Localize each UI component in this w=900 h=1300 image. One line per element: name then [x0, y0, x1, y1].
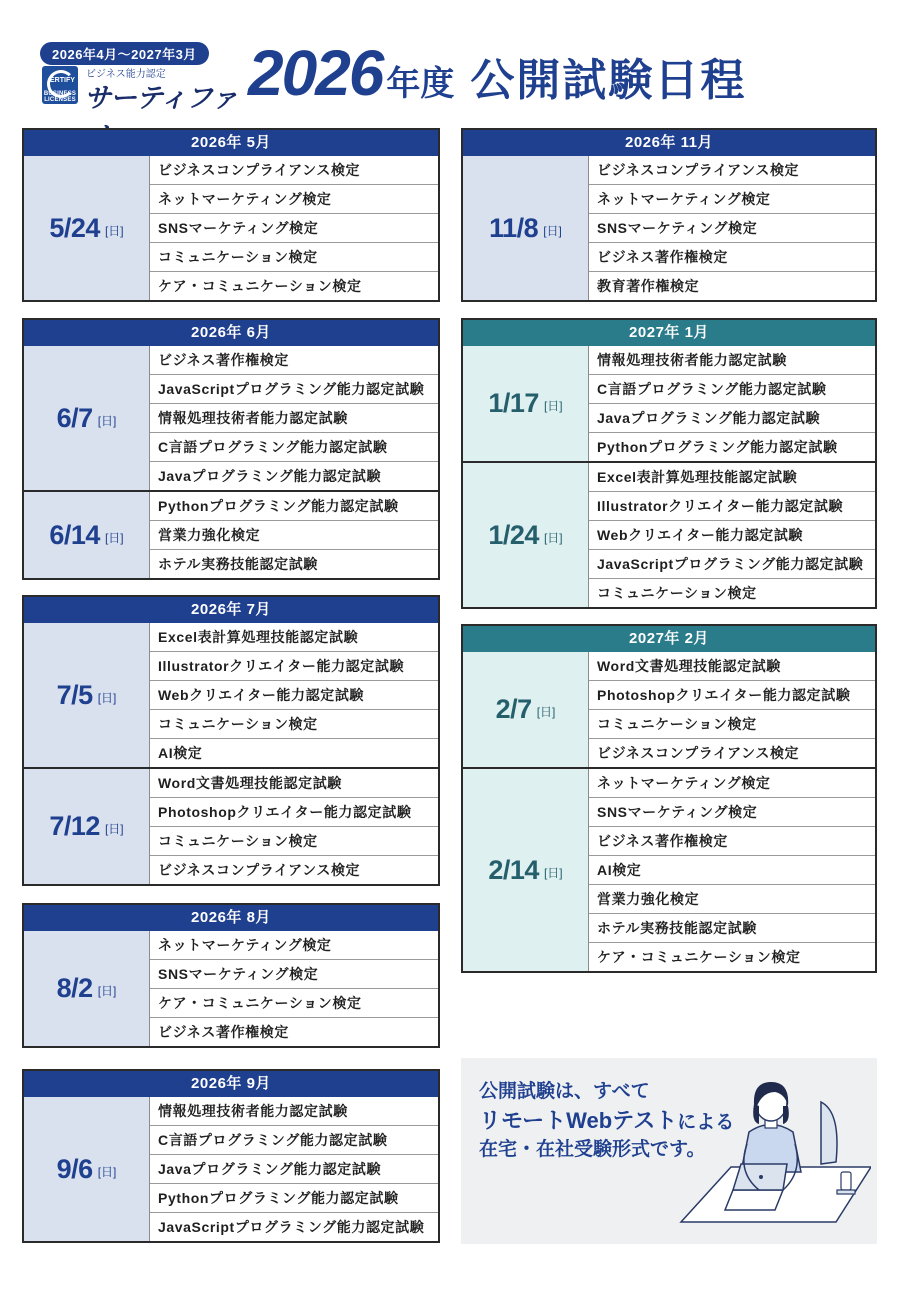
exam-item: ネットマーケティング検定	[589, 184, 875, 213]
exam-item: Photoshopクリエイター能力認定試験	[589, 680, 875, 709]
exam-item: コミュニケーション検定	[150, 242, 438, 271]
exam-item: AI検定	[589, 855, 875, 884]
exam-date-weekday: [日]	[543, 865, 563, 880]
exam-date-group	[24, 1097, 438, 1241]
exam-date	[24, 156, 150, 300]
exam-item: ビジネスコンプライアンス検定	[158, 162, 361, 178]
woman-with-laptop-illustration-icon	[671, 1072, 871, 1242]
month-block-2026-06	[22, 318, 440, 580]
month-block-2026-09	[22, 1069, 440, 1243]
exam-date	[463, 463, 589, 607]
exam-item: コミュニケーション検定	[150, 709, 438, 738]
month-header: 2026年 11月	[463, 130, 875, 156]
exam-list	[589, 463, 875, 607]
exam-item: 情報処理技術者能力認定試験	[597, 352, 787, 368]
exam-date	[463, 652, 589, 767]
exam-date-number: 2/7	[495, 694, 532, 724]
exam-list	[150, 156, 438, 300]
exam-item: ビジネス著作権検定	[589, 826, 875, 855]
exam-date-number: 5/24	[49, 212, 100, 243]
exam-date	[24, 931, 150, 1046]
month-header: 2026年 8月	[24, 905, 438, 931]
exam-date-group	[463, 156, 875, 300]
exam-item: Pythonプログラミング能力認定試験	[158, 498, 399, 514]
exam-date-group	[24, 346, 438, 490]
exam-item: コミュニケーション検定	[589, 578, 875, 607]
exam-list	[589, 769, 875, 971]
exam-item: 教育著作権検定	[589, 271, 875, 300]
exam-item: ビジネス著作権検定	[158, 352, 289, 368]
exam-date-group	[24, 767, 438, 884]
exam-date	[24, 492, 150, 578]
exam-date-group	[463, 652, 875, 767]
exam-date-weekday: [日]	[97, 984, 117, 998]
period-badge: 2026年4月～2027年3月	[40, 42, 209, 65]
exam-date-number: 1/24	[488, 519, 539, 550]
exam-item: 情報処理技術者能力認定試験	[158, 1103, 348, 1119]
exam-item: JavaScriptプログラミング能力認定試験	[589, 549, 875, 578]
exam-date	[463, 156, 589, 300]
exam-date-weekday: [日]	[97, 690, 117, 705]
page-title	[248, 36, 746, 110]
title-year: 2026	[248, 37, 383, 109]
exam-date-number: 11/8	[489, 212, 539, 243]
exam-item: Webクリエイター能力認定試験	[589, 520, 875, 549]
exam-item: C言語プログラミング能力認定試験	[150, 432, 438, 461]
exam-date-group	[24, 490, 438, 578]
exam-item: コミュニケーション検定	[150, 826, 438, 855]
exam-item: 営業力強化検定	[150, 520, 438, 549]
exam-list	[589, 156, 875, 300]
month-block-2027-02	[461, 624, 877, 973]
exam-item: ビジネスコンプライアンス検定	[150, 855, 438, 884]
certify-badge-icon: ERTIFY BUSINESS LICENSES	[42, 66, 78, 104]
exam-list	[150, 769, 438, 884]
remote-test-info-box	[461, 1058, 877, 1244]
exam-item: ビジネス著作権検定	[150, 1017, 438, 1046]
exam-date-number: 9/6	[56, 1153, 93, 1184]
exam-item: C言語プログラミング能力認定試験	[150, 1125, 438, 1154]
exam-item: ケア・コミュニケーション検定	[150, 271, 438, 300]
exam-item: JavaScriptプログラミング能力認定試験	[150, 1212, 438, 1241]
exam-item: ケア・コミュニケーション検定	[589, 942, 875, 971]
exam-date-weekday: [日]	[536, 705, 556, 719]
month-header: 2027年 2月	[463, 626, 875, 652]
exam-date	[463, 769, 589, 971]
exam-item: Javaプログラミング能力認定試験	[150, 1154, 438, 1183]
exam-item: C言語プログラミング能力認定試験	[589, 374, 875, 403]
title-main: 公開試験日程	[470, 56, 747, 105]
exam-item: ビジネスコンプライアンス検定	[589, 738, 875, 767]
month-block-2026-11	[461, 128, 877, 302]
exam-item: 営業力強化検定	[589, 884, 875, 913]
month-header: 2027年 1月	[463, 320, 875, 346]
month-block-2026-05	[22, 128, 440, 302]
certify-logo	[42, 64, 242, 113]
exam-item: ケア・コミュニケーション検定	[150, 988, 438, 1017]
exam-date-weekday: [日]	[97, 413, 117, 428]
exam-date-weekday: [日]	[543, 530, 563, 545]
exam-list	[589, 652, 875, 767]
info-line-1: 公開試験は、すべて	[479, 1081, 650, 1102]
exam-date-group	[24, 931, 438, 1046]
exam-item: コミュニケーション検定	[589, 709, 875, 738]
exam-item: Javaプログラミング能力認定試験	[589, 403, 875, 432]
exam-item: Word文書処理技能認定試験	[597, 658, 781, 674]
exam-date-number: 7/12	[49, 811, 100, 841]
exam-item: ネットマーケティング検定	[150, 184, 438, 213]
exam-date	[24, 346, 150, 490]
exam-date-weekday: [日]	[543, 399, 563, 413]
exam-item: ビジネスコンプライアンス検定	[597, 162, 800, 178]
exam-date-number: 6/14	[49, 519, 100, 550]
title-nendo: 年度	[386, 65, 455, 103]
exam-item: SNSマーケティング検定	[589, 797, 875, 826]
exam-date	[24, 1097, 150, 1241]
exam-item: Word文書処理技能認定試験	[158, 775, 342, 791]
exam-list	[150, 931, 438, 1046]
exam-date-number: 7/5	[56, 679, 93, 710]
info-line-2-strong: リモートWebテスト	[479, 1108, 678, 1133]
page-header	[0, 0, 900, 120]
exam-list	[150, 492, 438, 578]
exam-date-weekday: [日]	[104, 530, 124, 545]
exam-item: Webクリエイター能力認定試験	[150, 680, 438, 709]
exam-item: Illustratorクリエイター能力認定試験	[150, 651, 438, 680]
exam-list	[589, 346, 875, 461]
exam-item: ビジネス著作権検定	[589, 242, 875, 271]
exam-list	[150, 1097, 438, 1241]
exam-date-number: 6/7	[56, 402, 93, 433]
exam-date	[24, 623, 150, 767]
exam-item: Excel表計算処理技能認定試験	[158, 629, 359, 645]
exam-date-weekday: [日]	[104, 223, 124, 238]
exam-date	[24, 769, 150, 884]
exam-date-group	[463, 461, 875, 607]
exam-item: ホテル実務技能認定試験	[589, 913, 875, 942]
month-block-2026-07	[22, 595, 440, 886]
exam-date-group	[463, 346, 875, 461]
exam-date-weekday: [日]	[97, 1164, 117, 1179]
exam-date-weekday: [日]	[104, 822, 124, 836]
month-header: 2026年 5月	[24, 130, 438, 156]
exam-item: ネットマーケティング検定	[597, 775, 771, 791]
exam-date-number: 8/2	[56, 973, 93, 1003]
exam-item: SNSマーケティング検定	[150, 959, 438, 988]
month-block-2026-08	[22, 903, 440, 1048]
exam-item: AI検定	[150, 738, 438, 767]
logo-name: サーティファ	[84, 83, 238, 113]
exam-list	[150, 623, 438, 767]
exam-date-number: 2/14	[488, 854, 539, 885]
exam-list	[150, 346, 438, 490]
exam-date-number: 1/17	[488, 388, 539, 418]
month-block-2027-01	[461, 318, 877, 609]
exam-item: SNSマーケティング検定	[150, 213, 438, 242]
exam-item: ネットマーケティング検定	[158, 937, 332, 953]
exam-item: SNSマーケティング検定	[589, 213, 875, 242]
exam-item: Illustratorクリエイター能力認定試験	[589, 491, 875, 520]
exam-item: 情報処理技術者能力認定試験	[150, 403, 438, 432]
exam-item: Pythonプログラミング能力認定試験	[150, 1183, 438, 1212]
exam-item: ホテル実務技能認定試験	[150, 549, 438, 578]
info-line-3: 在宅・在社受験形式です。	[479, 1139, 706, 1160]
info-line-2-rest: による	[677, 1112, 735, 1133]
logo-subtitle: ビジネス能力認定	[86, 69, 166, 80]
month-header: 2026年 6月	[24, 320, 438, 346]
exam-item: JavaScriptプログラミング能力認定試験	[150, 374, 438, 403]
month-header: 2026年 9月	[24, 1071, 438, 1097]
month-header: 2026年 7月	[24, 597, 438, 623]
exam-date-weekday: [日]	[543, 223, 562, 238]
exam-item: Javaプログラミング能力認定試験	[150, 461, 438, 490]
exam-item: Pythonプログラミング能力認定試験	[589, 432, 875, 461]
exam-date-group	[463, 767, 875, 971]
exam-item: Excel表計算処理技能認定試験	[597, 469, 798, 485]
exam-date-group	[24, 623, 438, 767]
exam-date	[463, 346, 589, 461]
exam-date-group	[24, 156, 438, 300]
exam-item: Photoshopクリエイター能力認定試験	[150, 797, 438, 826]
